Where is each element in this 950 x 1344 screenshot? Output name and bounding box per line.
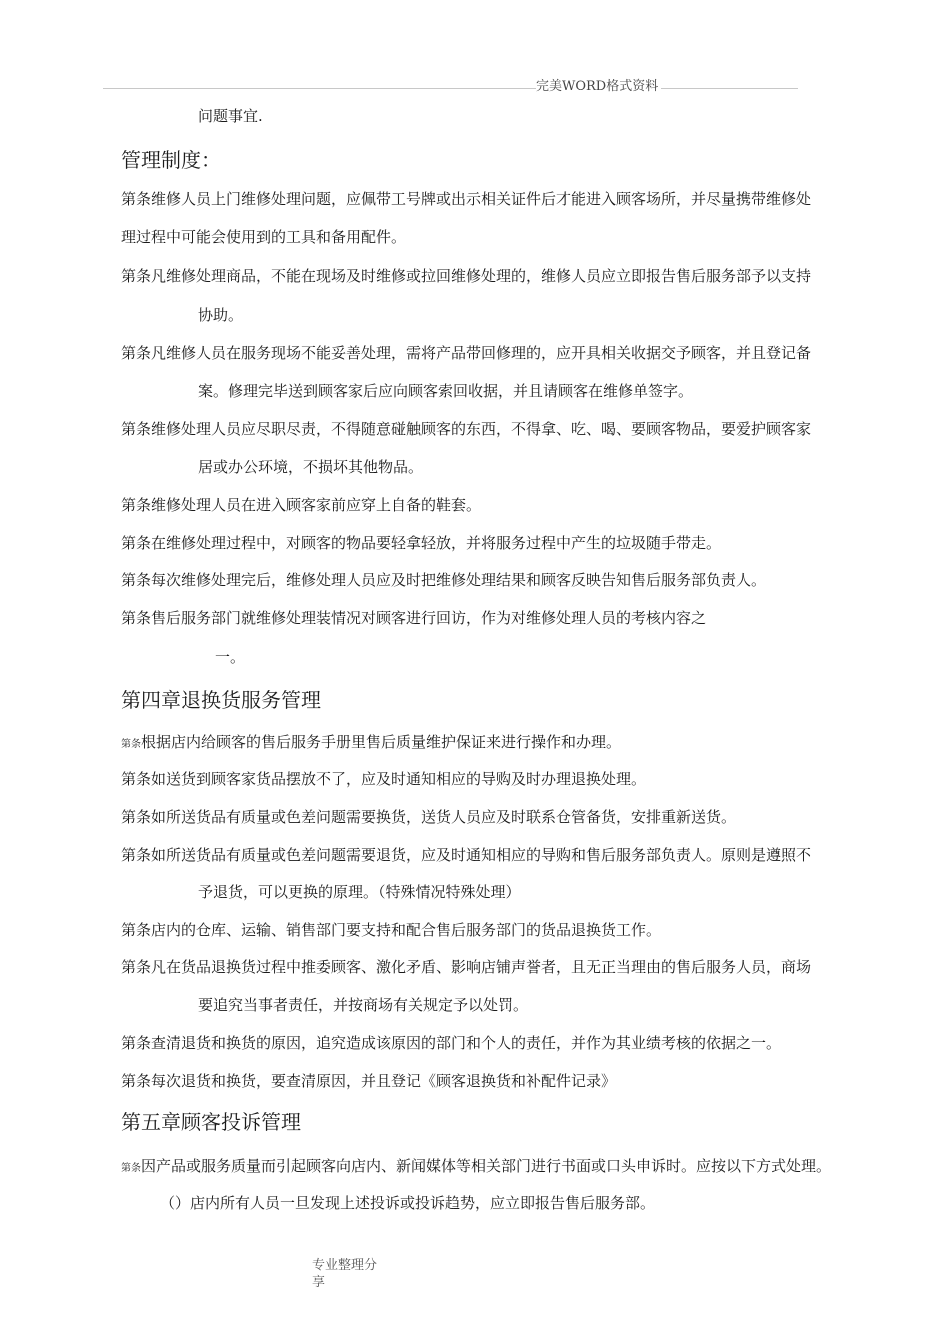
text-line: 第条凡在货品退换货过程中推委顾客、激化矛盾、影响店铺声誉者，且无正当理由的售后服务人员，商场	[121, 958, 812, 976]
clause-text: 因产品或服务质量而引起顾客向店内、新闻媒体等相关部门进行书面或口头申诉时。应按以下方式处理。	[141, 1157, 832, 1175]
text-line: 第条如所送货品有质量或色差问题需要退货，应及时通知相应的导购和售后服务部负责人。原则是遵照不	[121, 846, 812, 864]
text-line: 第条如送货到顾客家货品摆放不了，应及时通知相应的导购及时办理退换处理。	[121, 770, 647, 788]
clause-marker: 第条	[121, 739, 141, 750]
text-line: 要追究当事者责任，并按商场有关规定予以处罚。	[198, 996, 529, 1014]
text-line: 问题事宜.	[198, 107, 263, 125]
text-line: 理过程中可能会使用到的工具和备用配件。	[121, 228, 407, 246]
text-line: 第条每次退货和换货，要查清原因，并且登记《顾客退换货和补配件记录》	[121, 1072, 617, 1090]
text-line: 案。修理完毕送到顾客家后应向顾客索回收据，并且请顾客在维修单签字。	[198, 382, 694, 400]
chapter-heading: 第四章退换货服务管理	[121, 688, 321, 712]
text-line: 第条如所送货品有质量或色差问题需要换货，送货人员应及时联系仓管备货，安排重新送货。	[121, 808, 737, 826]
text-line: 第条售后服务部门就维修处理装情况对顾客进行回访，作为对维修处理人员的考核内容之	[121, 609, 707, 627]
text-line: 第条每次维修处理完后，维修处理人员应及时把维修处理结果和顾客反映告知售后服务部负责人。	[121, 571, 767, 589]
text-line: （）店内所有人员一旦发现上述投诉或投诉趋势，应立即报告售后服务部。	[160, 1194, 656, 1212]
header-text: 完美WORD格式资料	[536, 78, 661, 95]
chapter-heading: 第五章顾客投诉管理	[121, 1110, 301, 1134]
text-line: 第条凡维修人员在服务现场不能妥善处理，需将产品带回修理的，应开具相关收据交予顾客，并且登记备	[121, 344, 812, 362]
clause-marker: 第条	[121, 1163, 141, 1174]
text-line: 予退货，可以更换的原理。（特殊情况特殊处理）	[198, 883, 521, 901]
text-line: 第条凡维修处理商品，不能在现场及时维修或拉回维修处理的，维修人员应立即报告售后服务部予以支持	[121, 267, 812, 285]
text-line: 协助。	[198, 306, 244, 324]
text-line: 居或办公环境，不损坏其他物品。	[198, 458, 424, 476]
text-line: 第条维修人员上门维修处理问题，应佩带工号牌或出示相关证件后才能进入顾客场所，并尽量携带维修处	[121, 190, 812, 208]
text-line: 第条维修处理人员在进入顾客家前应穿上自备的鞋套。	[121, 496, 482, 514]
text-line: 一。	[215, 648, 246, 666]
clause-text: 根据店内给顾客的售后服务手册里售后质量维护保证来进行操作和办理。	[141, 733, 622, 751]
text-line: 第条查清退货和换货的原因，追究造成该原因的部门和个人的责任，并作为其业绩考核的依据之一。	[121, 1034, 782, 1052]
text-line	[121, 732, 621, 755]
text-line	[121, 1156, 831, 1179]
text-line: 第条在维修处理过程中，对顾客的物品要轻拿轻放，并将服务过程中产生的垃圾随手带走。	[121, 534, 722, 552]
text-line: 第条维修处理人员应尽职尽责，不得随意碰触顾客的东西，不得拿、吃、喝、要顾客物品，要爱护顾客家	[121, 420, 812, 438]
footer-text: 专业整理分享	[312, 1258, 378, 1290]
text-line: 第条店内的仓库、运输、销售部门要支持和配合售后服务部门的货品退换货工作。	[121, 921, 662, 939]
section-heading: 管理制度：	[121, 148, 221, 172]
header-rule	[103, 88, 798, 89]
